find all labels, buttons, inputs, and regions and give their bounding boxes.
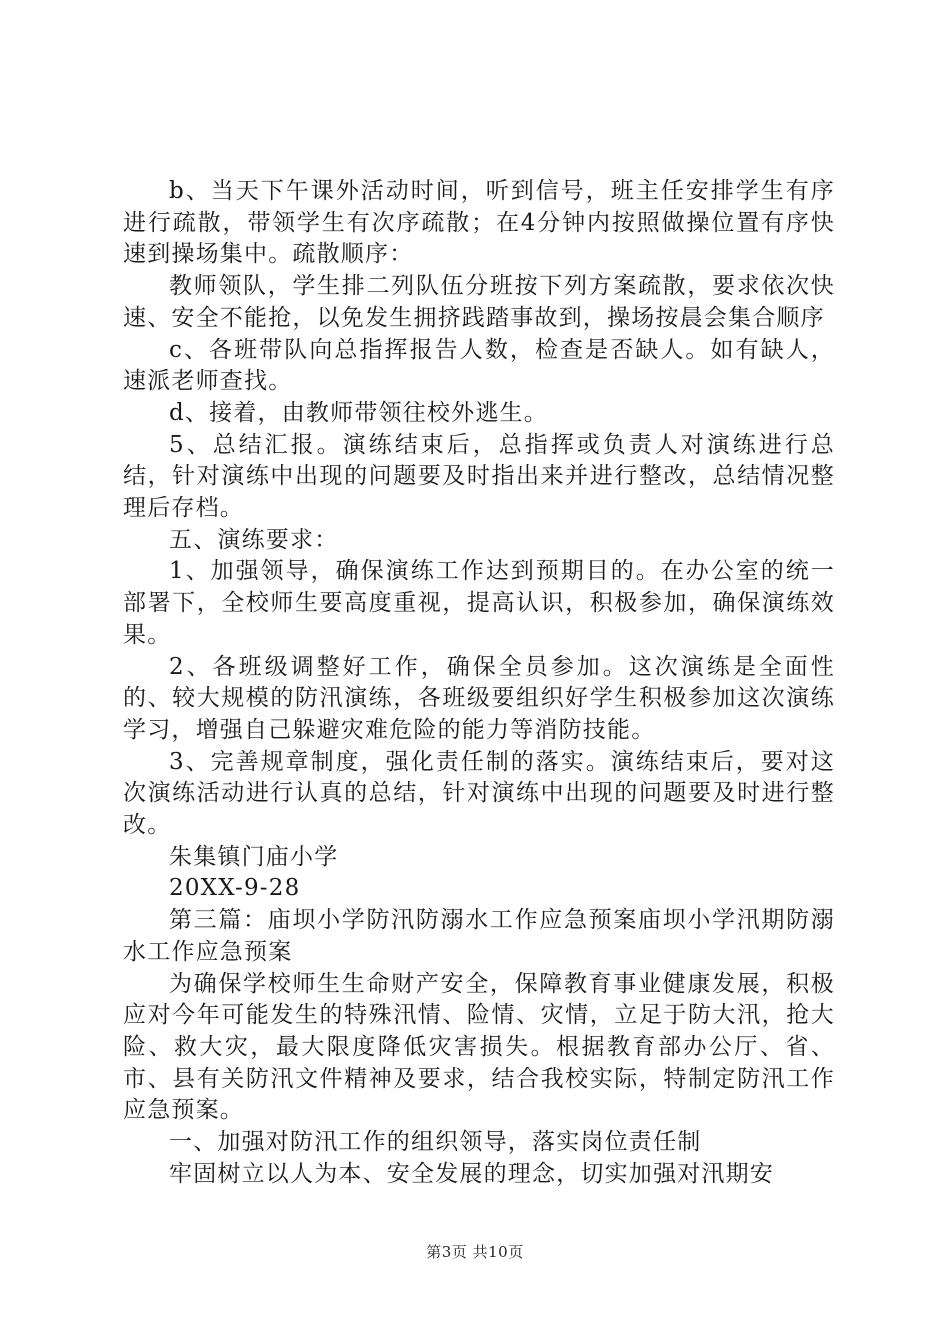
document-body [123, 176, 835, 1191]
signature-date: 20XX-9-28 [169, 875, 301, 902]
paragraph: 为确保学校师生生命财产安全，保障教育事业健康发展，积极应对今年可能发生的特殊汛情、险情、灾情，立足于防大汛，抢大险、救大灾，最大限度降低灾害损失。根据教育部办公厅、省、市、县有关防汛文件精神及要求，结合我校实际，特制定防汛工作应急预案。 [123, 970, 835, 1124]
paragraph: b、当天下午课外活动时间，听到信号，班主任安排学生有序进行疏散，带领学生有次序疏散；在4分钟内按照做操位置有序快速到操场集中。疏散顺序： [123, 178, 835, 268]
signature-organization: 朱集镇门庙小学 [169, 843, 339, 870]
paragraph: 牢固树立以人为本、安全发展的理念，切实加强对汛期安 [169, 1160, 774, 1187]
paragraph: 1、加强领导，确保演练工作达到预期目的。在办公室的统一部署下，全校师生要高度重视，提高认识，积极参加，确保演练效果。 [123, 558, 835, 648]
paragraph: c、各班带队向总指挥报告人数，检查是否缺人。如有缺人，速派老师查找。 [123, 336, 835, 395]
paragraph: 5、总结汇报。演练结束后，总指挥或负责人对演练进行总结，针对演练中出现的问题要及时指出来并进行整改，总结情况整理后存档。 [123, 431, 835, 522]
page-footer [0, 1241, 950, 1262]
section-heading: 五、演练要求： [169, 526, 339, 553]
paragraph: 2、各班级调整好工作，确保全员参加。这次演练是全面性的、较大规模的防汛演练，各班级要组织好学生积极参加这次演练学习，增强自己躲避灾难危险的能力等消防技能。 [123, 653, 835, 743]
paragraph: 3、完善规章制度，强化责任制的落实。演练结束后，要对这次演练活动进行认真的总结，针对演练中出现的问题要及时进行整改。 [123, 748, 835, 839]
paragraph: d、接着，由教师带领往校外逃生。 [169, 399, 548, 426]
paragraph: 教师领队，学生排二列队伍分班按下列方案疏散，要求依次快速、安全不能抢，以免发生拥挤践踏事故到，操场按晨会集合顺序 [123, 273, 835, 331]
page-number: 第3页 共10页 [426, 1243, 524, 1261]
chapter-title: 第三篇：庙坝小学防汛防溺水工作应急预案庙坝小学汛期防溺水工作应急预案 [123, 907, 835, 965]
section-heading: 一、加强对防汛工作的组织领导，落实岗位责任制 [169, 1129, 702, 1156]
